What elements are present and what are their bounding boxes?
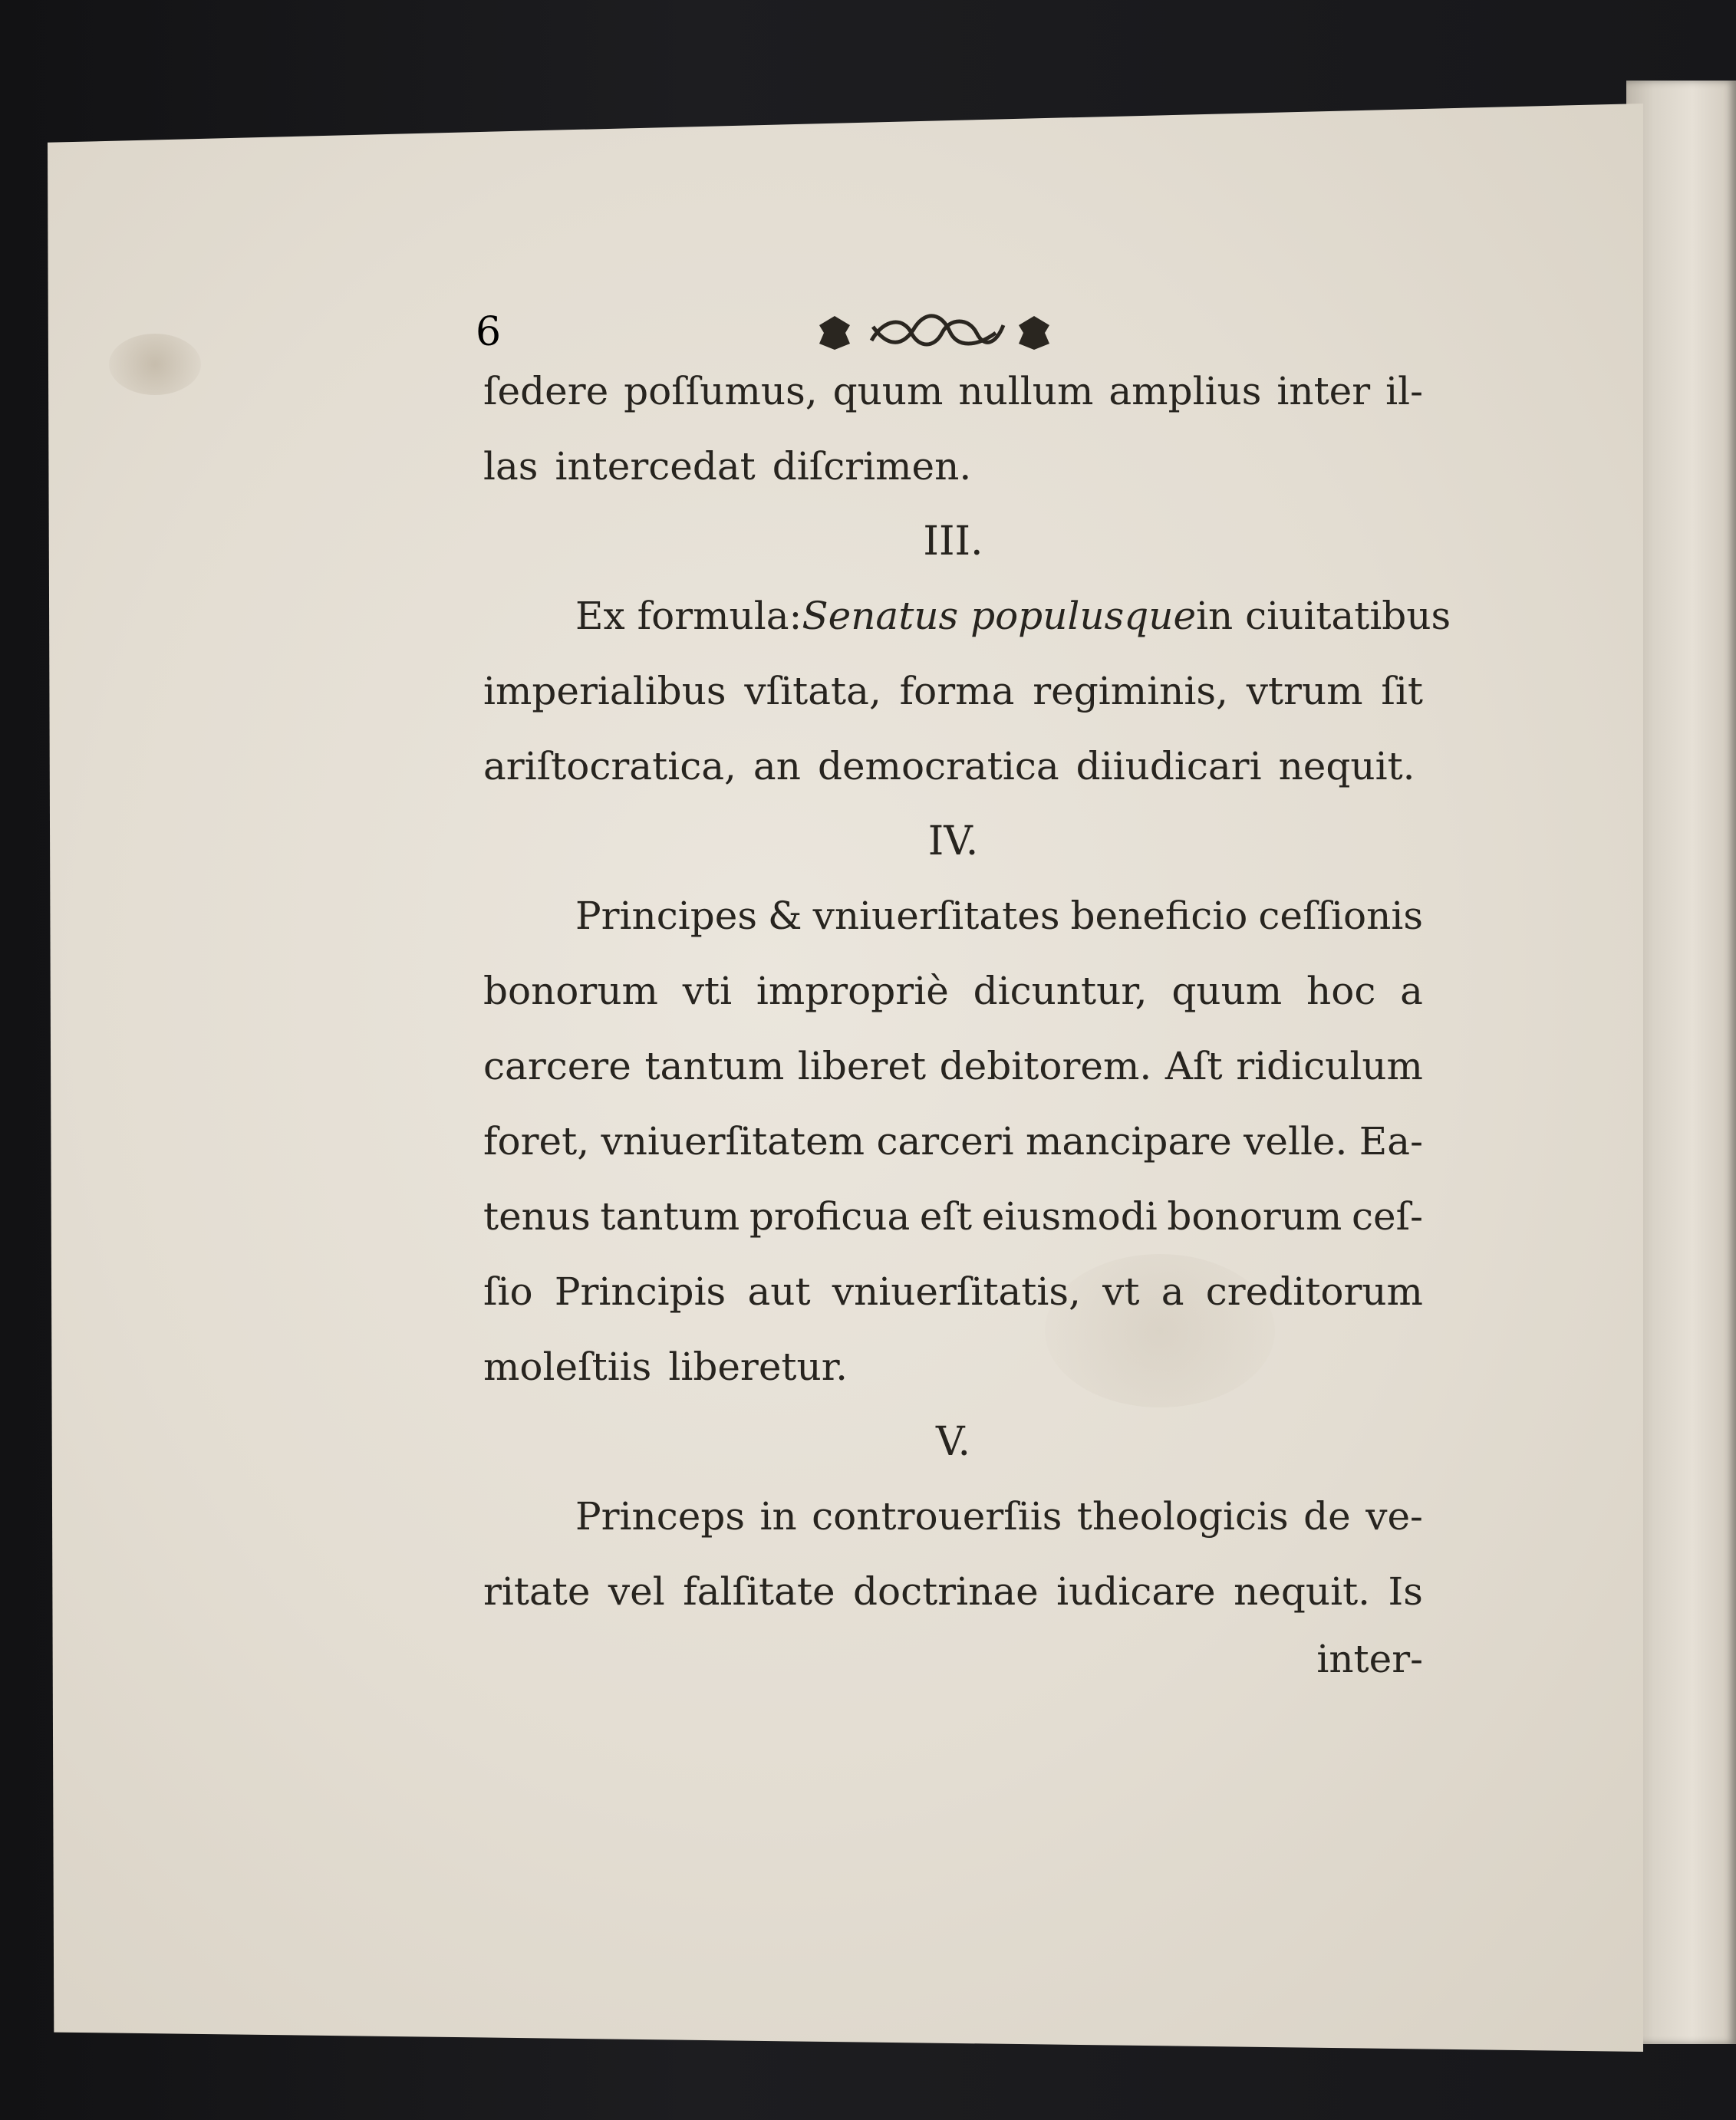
text-line [483,443,1423,489]
word: diſcrimen. [772,444,972,489]
section-heading: V. [936,1419,970,1465]
word: ceſ- [1351,1194,1423,1239]
word: hoc [1306,969,1376,1013]
word: Principes [575,894,757,938]
word: vniuerſitates [812,894,1060,938]
word: intercedat [555,444,756,489]
word: forma [899,669,1015,713]
word: mancipare [1026,1119,1232,1164]
word: ridiculum [1236,1044,1423,1088]
word: in [759,1494,797,1539]
word: las [483,444,539,489]
word: nequit. [1278,744,1415,788]
text-line [483,1493,1423,1539]
word: bonorum [483,969,658,1013]
word: ve- [1365,1494,1423,1539]
word: carceri [876,1119,1014,1164]
word: poſſumus, [624,369,818,413]
word: falſitate [683,1569,835,1614]
section-heading: III. [923,518,983,565]
word: tantum [600,1194,740,1239]
word: de [1303,1494,1351,1539]
word: imperialibus [483,669,726,713]
text-line [483,1118,1423,1164]
word: Princeps [575,1494,745,1539]
word: vt [1102,1269,1140,1314]
word: ceſſionis [1258,894,1423,938]
word: & [768,894,802,938]
word: quum [1171,969,1283,1013]
word: a [1400,969,1423,1013]
word: proficua [749,1194,911,1239]
word: eſt [919,1194,973,1239]
word: Aſt [1164,1044,1223,1088]
word: ariſtocratica, [483,744,736,788]
word: nullum [958,369,1094,413]
text-line [483,668,1423,714]
word: ſio [483,1269,533,1314]
word: vti [682,969,733,1013]
word: velle. [1244,1119,1348,1164]
text-line [483,593,1451,639]
section-heading: IV. [927,818,979,864]
word: vel [608,1569,665,1614]
text-line [483,1193,1423,1239]
word: vſitata, [744,669,881,713]
word: liberetur. [668,1345,848,1389]
word: bonorum [1167,1194,1342,1239]
word: impropriè [756,969,949,1013]
word: beneficio [1070,894,1248,938]
word: il- [1385,369,1423,413]
text-line [483,1269,1423,1315]
italic-phrase: Senatus populusque [802,594,1197,638]
word: liberet [797,1044,927,1088]
word: an [753,744,801,788]
word: doctrinae [853,1569,1039,1614]
word: aut [747,1269,811,1314]
text-line [483,743,1423,789]
word: dicuntur, [973,969,1148,1013]
word: moleſtiis [483,1345,652,1389]
word: foret, [483,1119,590,1164]
word: Is [1388,1569,1423,1614]
word: ſit [1381,669,1423,713]
word: eiusmodi [981,1194,1158,1239]
text-line [483,968,1423,1014]
text-line [483,1043,1423,1089]
word: vtrum [1246,669,1363,713]
word: quum [832,369,944,413]
word: debitorem. [939,1044,1152,1088]
word: democratica [817,744,1059,788]
text-line [483,1569,1423,1615]
word: a [1161,1269,1184,1314]
word: controuerſiis [812,1494,1062,1539]
word: carcere [483,1044,631,1088]
text-line [483,893,1423,939]
word: vniuerſitatis, [832,1269,1081,1314]
word: tantum [644,1044,785,1088]
word: creditorum [1205,1269,1423,1314]
word: iudicare [1056,1569,1216,1614]
word: nequit. [1234,1569,1371,1614]
phrase: in ciuitatibus [1196,594,1451,638]
text-line [483,1344,1423,1390]
word: theologicis [1076,1494,1289,1539]
word: regiminis, [1033,669,1228,713]
word: inter [1276,369,1371,413]
word: amplius [1108,369,1262,413]
word: diiudicari [1076,744,1262,788]
word: ritate [483,1569,591,1614]
catchword: inter- [1316,1637,1423,1681]
word: vniuerſitatem [601,1119,865,1164]
page-number: 6 [476,309,502,355]
word: Ea- [1359,1119,1423,1164]
word: tenus [483,1194,591,1239]
phrase: Ex formula: [575,594,802,638]
printer-ornament-icon [812,310,1057,354]
word: ſedere [483,369,609,413]
page-header [476,305,1427,359]
text-line [483,368,1423,414]
word: Principis [554,1269,726,1314]
